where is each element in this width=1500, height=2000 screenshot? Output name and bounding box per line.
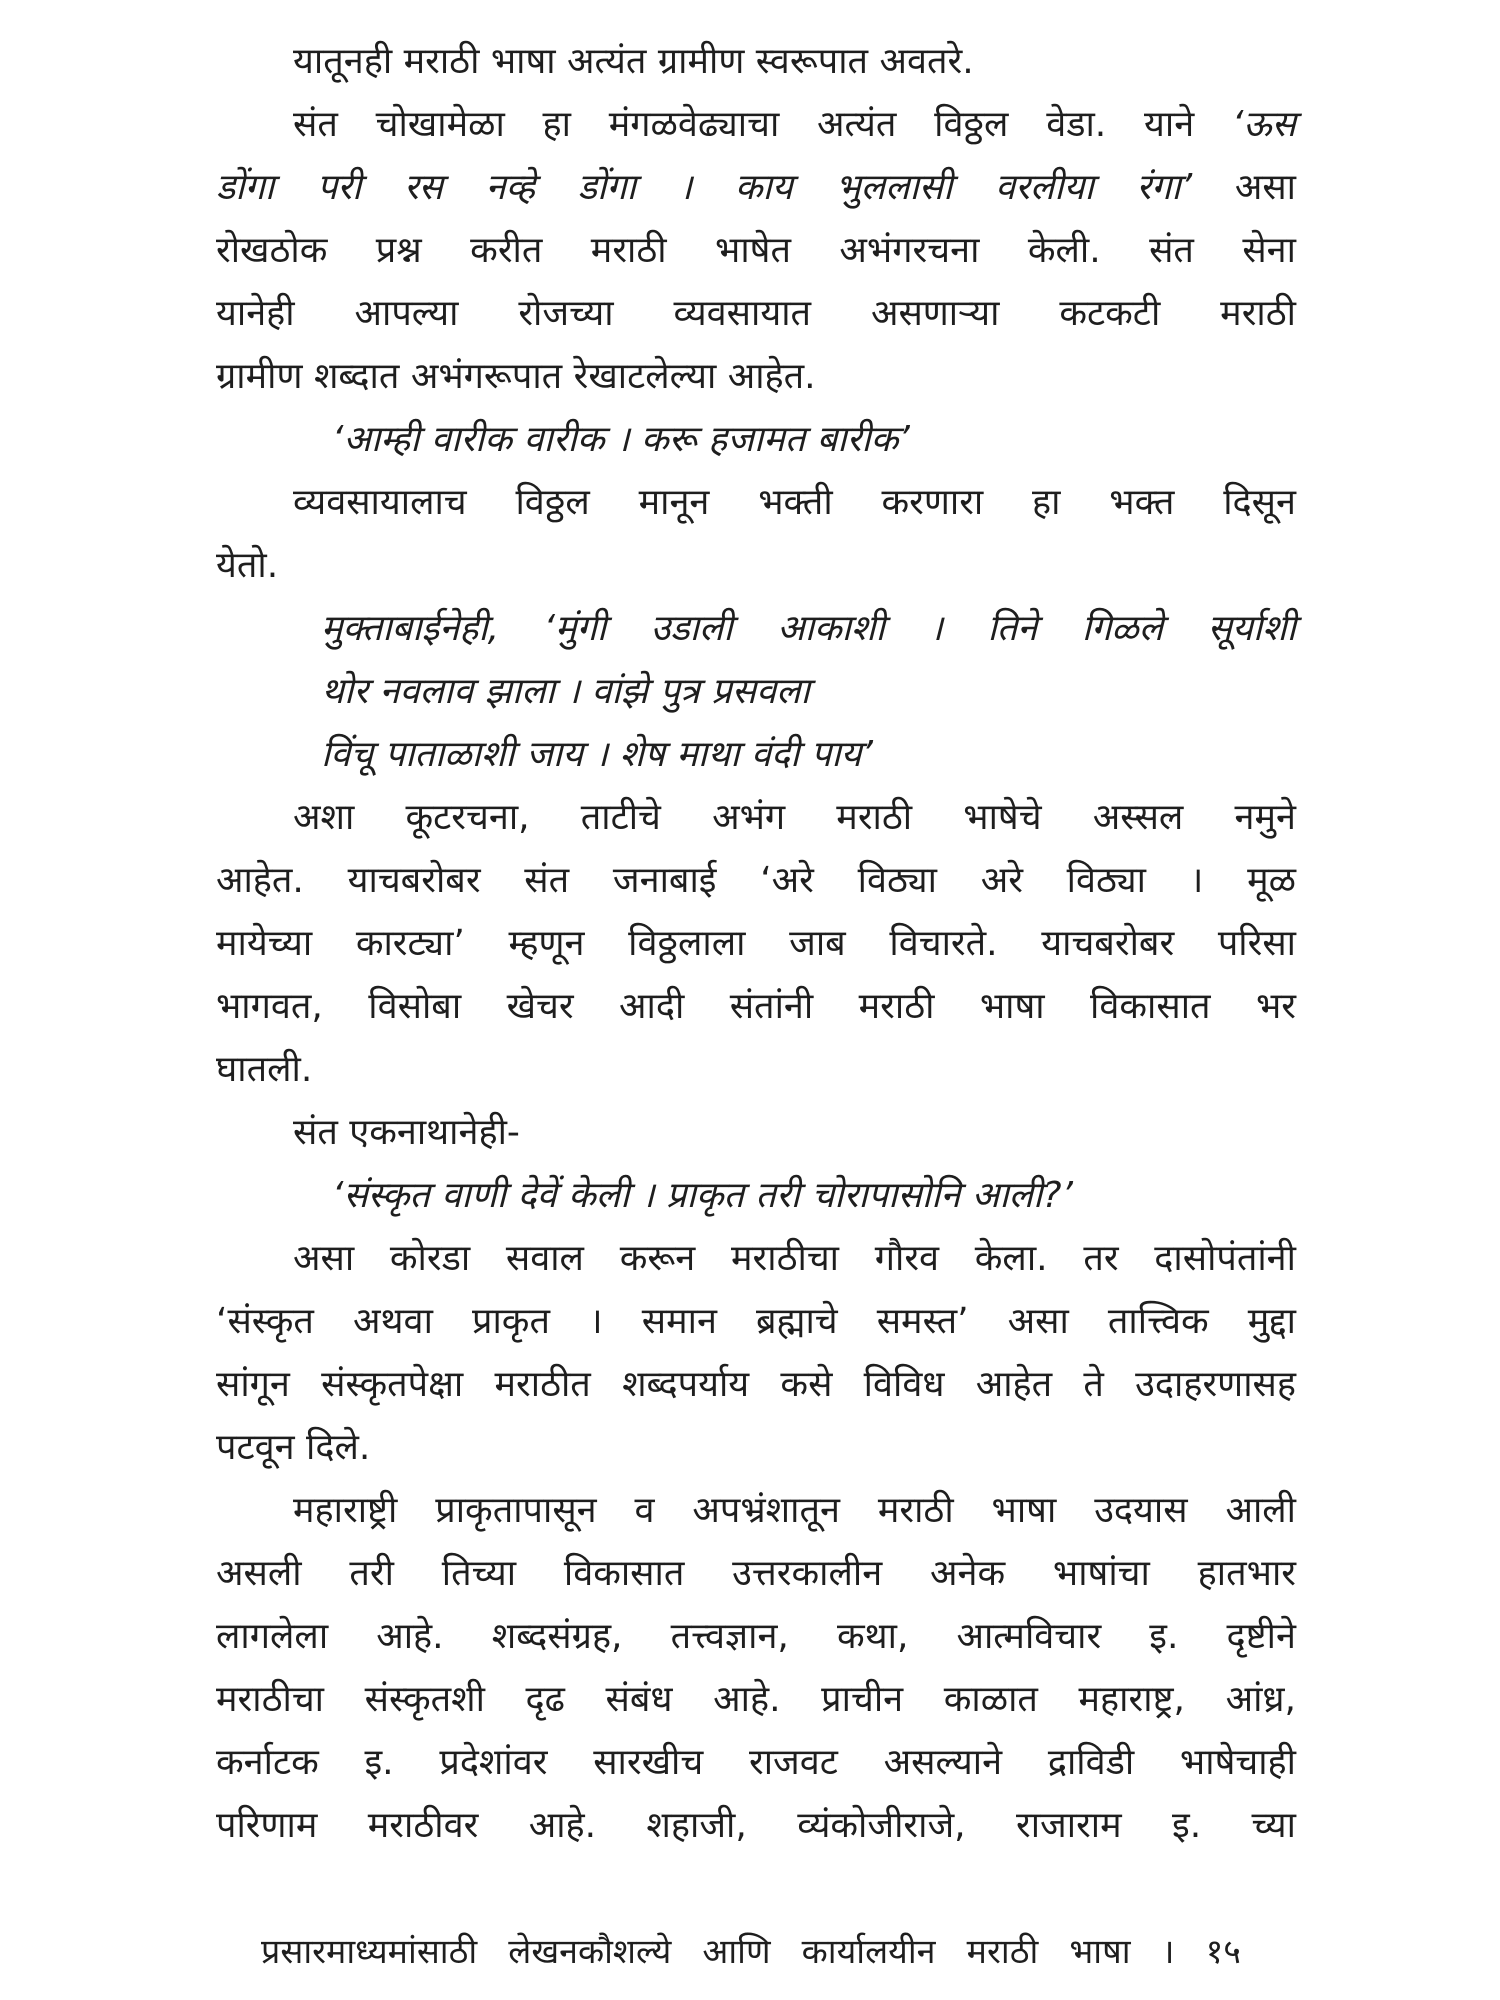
text-line bbox=[216, 849, 1296, 912]
quote-text: ‘आम्ही वारीक वारीक । करू हजामत बारीक’ bbox=[332, 419, 910, 460]
quote-line bbox=[216, 597, 1296, 660]
text-line bbox=[216, 912, 1296, 975]
line-text: यातूनही मराठी भाषा अत्यंत ग्रामीण स्वरूपात अवतरे. bbox=[293, 41, 974, 82]
line-text: परिणाम मराठीवर आहे. शहाजी, व्यंकोजीराजे, राजाराम इ. च्या bbox=[216, 1805, 1296, 1846]
line-text: संत चोखामेळा हा मंगळवेढ्याचा अत्यंत विठ्ठल वेडा. याने bbox=[293, 104, 1232, 145]
line-text: आहेत. याचबरोबर संत जनाबाई ‘अरे विठ्या अरे विठ्या । मूळ bbox=[216, 860, 1296, 901]
page-body bbox=[216, 30, 1296, 1857]
text-line bbox=[216, 345, 1296, 408]
text-line bbox=[216, 93, 1296, 156]
text-line bbox=[216, 1416, 1296, 1479]
line-text: ‘संस्कृत अथवा प्राकृत । समान ब्रह्माचे समस्त’ असा तात्त्विक मुद्दा bbox=[216, 1301, 1296, 1342]
text-line bbox=[216, 1605, 1296, 1668]
line-text: लागलेला आहे. शब्दसंग्रह, तत्त्वज्ञान, कथा, आत्मविचार इ. दृष्टीने bbox=[216, 1616, 1296, 1657]
text-line bbox=[216, 1227, 1296, 1290]
text-line bbox=[216, 1353, 1296, 1416]
line-text: सांगून संस्कृतपेक्षा मराठीत शब्दपर्याय कसे विविध आहेत ते उदाहरणासह bbox=[216, 1364, 1296, 1405]
text-line bbox=[216, 1794, 1296, 1857]
text-line bbox=[216, 1731, 1296, 1794]
text-line bbox=[216, 975, 1296, 1038]
line-text: व्यवसायालाच विठ्ठल मानून भक्ती करणारा हा भक्त दिसून bbox=[293, 482, 1296, 523]
line-text: रोखठोक प्रश्न करीत मराठी भाषेत अभंगरचना केली. संत सेना bbox=[216, 230, 1296, 271]
text-line bbox=[216, 282, 1296, 345]
quote-line bbox=[216, 660, 1296, 723]
quote-text: डोंगा परी रस नव्हे डोंगा । काय भुललासी वरलीया रंगा’ bbox=[216, 167, 1193, 208]
text-line bbox=[216, 219, 1296, 282]
line-text: असा bbox=[1192, 167, 1296, 208]
line-text: मराठीचा संस्कृतशी दृढ संबंध आहे. प्राचीन काळात महाराष्ट्र, आंध्र, bbox=[216, 1679, 1296, 1720]
line-text: महाराष्ट्री प्राकृतापासून व अपभ्रंशातून मराठी भाषा उदयास आली bbox=[293, 1490, 1296, 1531]
text-line bbox=[216, 30, 1296, 93]
text-line bbox=[216, 1542, 1296, 1605]
quote-line bbox=[216, 1164, 1296, 1227]
quote-line bbox=[216, 408, 1296, 471]
text-line bbox=[216, 534, 1296, 597]
line-text: घातली. bbox=[216, 1049, 313, 1090]
line-text: असा कोरडा सवाल करून मराठीचा गौरव केला. तर दासोपंतांनी bbox=[293, 1238, 1296, 1279]
text-line bbox=[216, 1101, 1296, 1164]
line-text: ग्रामीण शब्दात अभंगरूपात रेखाटलेल्या आहेत. bbox=[216, 356, 816, 397]
running-title-with-page-number: प्रसारमाध्यमांसाठी लेखनकौशल्ये आणि कार्यालयीन मराठी भाषा । १५ bbox=[261, 1932, 1241, 1972]
text-line bbox=[216, 786, 1296, 849]
line-text: अशा कूटरचना, ताटीचे अभंग मराठी भाषेचे अस्सल नमुने bbox=[293, 797, 1296, 838]
line-text: संत एकनाथानेही- bbox=[293, 1112, 520, 1153]
line-text: कर्नाटक इ. प्रदेशांवर सारखीच राजवट असल्याने द्राविडी भाषेचाही bbox=[216, 1742, 1296, 1783]
quote-line bbox=[216, 723, 1296, 786]
line-text: येतो. bbox=[216, 545, 279, 586]
text-line bbox=[216, 1290, 1296, 1353]
quote-text: थोर नवलाव झाला । वांझे पुत्र प्रसवला bbox=[321, 671, 810, 712]
text-line bbox=[216, 156, 1296, 219]
line-text: यानेही आपल्या रोजच्या व्यवसायात असणाऱ्या कटकटी मराठी bbox=[216, 293, 1296, 334]
quote-text: ‘संस्कृत वाणी देवें केली । प्राकृत तरी चोरापासोनि आली?’ bbox=[332, 1175, 1073, 1216]
line-text: असली तरी तिच्या विकासात उत्तरकालीन अनेक भाषांचा हातभार bbox=[216, 1553, 1296, 1594]
line-text: पटवून दिले. bbox=[216, 1427, 371, 1468]
text-line bbox=[216, 1479, 1296, 1542]
line-text: मायेच्या कारट्या’ म्हणून विठ्ठलाला जाब विचारते. याचबरोबर परिसा bbox=[216, 923, 1296, 964]
page-footer bbox=[261, 1925, 1241, 1980]
text-line bbox=[216, 471, 1296, 534]
text-line bbox=[216, 1038, 1296, 1101]
quote-text: ‘ऊस bbox=[1231, 104, 1296, 145]
quote-text: विंचू पाताळाशी जाय । शेष माथा वंदी पाय’ bbox=[321, 734, 873, 775]
quote-text: मुक्ताबाईनेही, ‘मुंगी उडाली आकाशी । तिने गिळले सूर्याशी bbox=[321, 608, 1296, 649]
text-line bbox=[216, 1668, 1296, 1731]
line-text: भागवत, विसोबा खेचर आदी संतांनी मराठी भाषा विकासात भर bbox=[216, 986, 1296, 1027]
